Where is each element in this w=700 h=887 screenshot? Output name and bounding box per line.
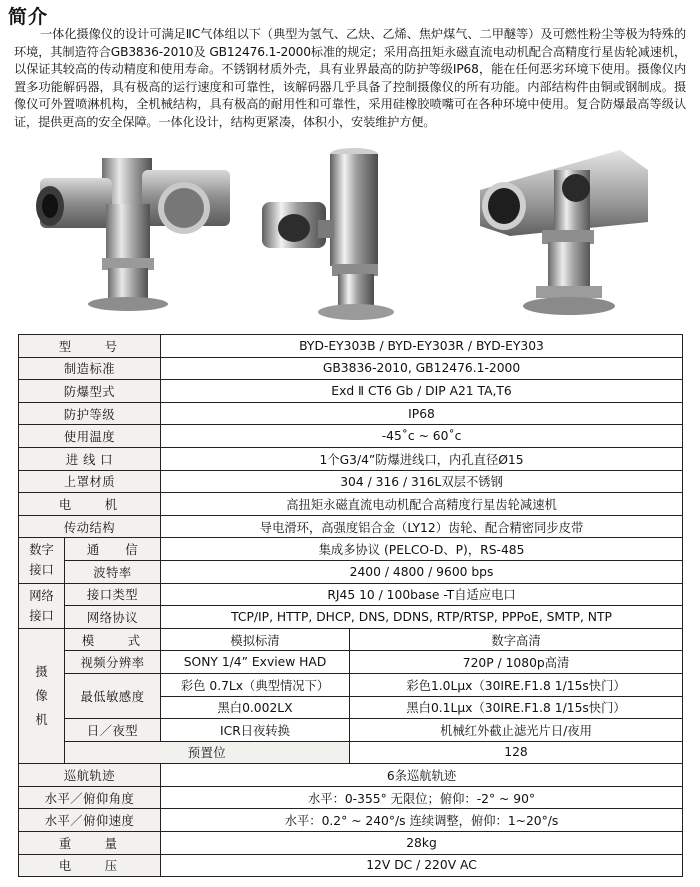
table-row [19,628,683,651]
table-row [19,447,683,470]
table-row [19,651,683,674]
spec-value-analog: 模拟标清 [161,628,350,651]
spec-label: 视频分辨率 [65,651,161,674]
spec-label: 通 信 [65,538,161,561]
table-row [19,741,683,764]
table-row [19,357,683,380]
spec-value: IP68 [161,402,683,425]
table-row [19,515,683,538]
spec-value-analog: SONY 1/4” Exview HAD [161,651,350,674]
spec-label: 使用温度 [19,425,161,448]
table-row [19,402,683,425]
spec-value-analog: ICR日夜转换 [161,719,350,742]
spec-value-digital: 彩色1.0Lµx（30IRE.F1.8 1/15s快门） [350,673,683,696]
table-row [19,673,683,696]
camera-photo-cylinder [252,140,442,335]
spec-value: 128 [350,741,683,764]
spec-label: 日／夜型 [65,719,161,742]
spec-label: 上罩材质 [19,470,161,493]
table-row [19,809,683,832]
spec-value-analog: 黑白0.002LX [161,696,350,719]
intro-paragraph: 一体化摄像仪的设计可满足ⅡC气体组以下（典型为氢气、乙炔、乙烯、焦炉煤气、二甲醚等）及可燃性粉尘等极为特殊的环境，其制造符合GB3836-2010及 GB12476.1-2000标准的规定；采用高扭矩永磁直流电动机配合高精度行星齿轮减速机，以保证其较高的传动精度和使用寿命。不锈钢材质外壳，具有业界最高的防护等级IP68，能在任何恶劣环境下使用。摄像仪内置多功能解码器，具有极高的运行速度和可靠性，该解码器几乎具备了控制摄像仪的所有功能。内部结构件由铜或钢制成。摄像仪可外置喷淋机构，全机械结构，具有极高的耐用性和可靠性，采用硅橡胶喷嘴可在各种环境中使用。复合防爆最高等级认证，提供更高的安全保障。一体化设计，结构更紧凑，体积小，安装维护方便。 [14,27,686,129]
spec-label: 接口类型 [65,583,161,606]
spec-label: 电 压 [19,854,161,877]
spec-value: -45˚c ~ 60˚c [161,425,683,448]
spec-label: 进 线 口 [19,447,161,470]
spec-label: 防护等级 [19,402,161,425]
spec-value: 6条巡航轨迹 [161,764,683,787]
group-label-network: 网络 接口 [19,583,65,628]
group-label-camera: 摄 像 机 [19,628,65,764]
spec-value: 集成多协议 (PELCO-D、P)，RS-485 [161,538,683,561]
spec-label: 巡航轨迹 [19,764,161,787]
product-photos [0,140,700,335]
table-row [19,583,683,606]
table-row [19,560,683,583]
table-row [19,764,683,787]
table-row [19,538,683,561]
spec-label: 模 式 [65,628,161,651]
spec-label: 水平／俯仰速度 [19,809,161,832]
page-title: 简介 [8,6,49,28]
spec-value: 304 / 316 / 316L双层不锈钢 [161,470,683,493]
camera-photo-top-housing [470,140,680,335]
spec-value: BYD-EY303B / BYD-EY303R / BYD-EY303 [161,335,683,358]
spec-value: Exd Ⅱ CT6 Gb / DIP A21 TA,T6 [161,380,683,403]
spec-value: 水平：0.2° ~ 240°/s 连续调整，俯仰：1~20°/s [161,809,683,832]
table-row [19,606,683,629]
table-row [19,854,683,877]
spec-value-analog: 彩色 0.7Lx（典型情况下） [161,673,350,696]
spec-label: 传动结构 [19,515,161,538]
spec-value: 导电滑环，高强度铝合金（LY12）齿轮、配合精密同步皮带 [161,515,683,538]
spec-value: 28kg [161,832,683,855]
spec-value: 12V DC / 220V AC [161,854,683,877]
table-row [19,380,683,403]
spec-label: 型 号 [19,335,161,358]
camera-photo-dual-housing [20,140,245,335]
spec-label: 预置位 [65,741,350,764]
spec-value: 高扭矩永磁直流电动机配合高精度行星齿轮减速机 [161,493,683,516]
spec-value: TCP/IP, HTTP, DHCP, DNS, DDNS, RTP/RTSP, PPPoE, SMTP, NTP [161,606,683,629]
spec-value-digital: 黑白0.1Lµx（30IRE.F1.8 1/15s快门） [350,696,683,719]
spec-label: 防爆型式 [19,380,161,403]
spec-label: 制造标准 [19,357,161,380]
spec-value-digital: 机械红外截止滤光片日/夜用 [350,719,683,742]
group-label-digital: 数字 接口 [19,538,65,583]
table-row [19,335,683,358]
spec-label: 波特率 [65,560,161,583]
spec-label: 电 机 [19,493,161,516]
spec-value-digital: 数字高清 [350,628,683,651]
spec-label: 水平／俯仰角度 [19,786,161,809]
table-row [19,425,683,448]
spec-label: 重 量 [19,832,161,855]
spec-value-digital: 720P / 1080p高清 [350,651,683,674]
table-row [19,832,683,855]
spec-value: GB3836-2010, GB12476.1-2000 [161,357,683,380]
spec-value: 2400 / 4800 / 9600 bps [161,560,683,583]
table-row [19,493,683,516]
table-row [19,786,683,809]
spec-value: 1个G3/4”防爆进线口，内孔直径Ø15 [161,447,683,470]
spec-table [18,334,683,877]
table-row [19,719,683,742]
spec-value: 水平：0-355° 无限位；俯仰：-2° ~ 90° [161,786,683,809]
spec-label: 网络协议 [65,606,161,629]
spec-label: 最低敏感度 [65,673,161,718]
table-row [19,470,683,493]
spec-value: RJ45 10 / 100base -T自适应电口 [161,583,683,606]
